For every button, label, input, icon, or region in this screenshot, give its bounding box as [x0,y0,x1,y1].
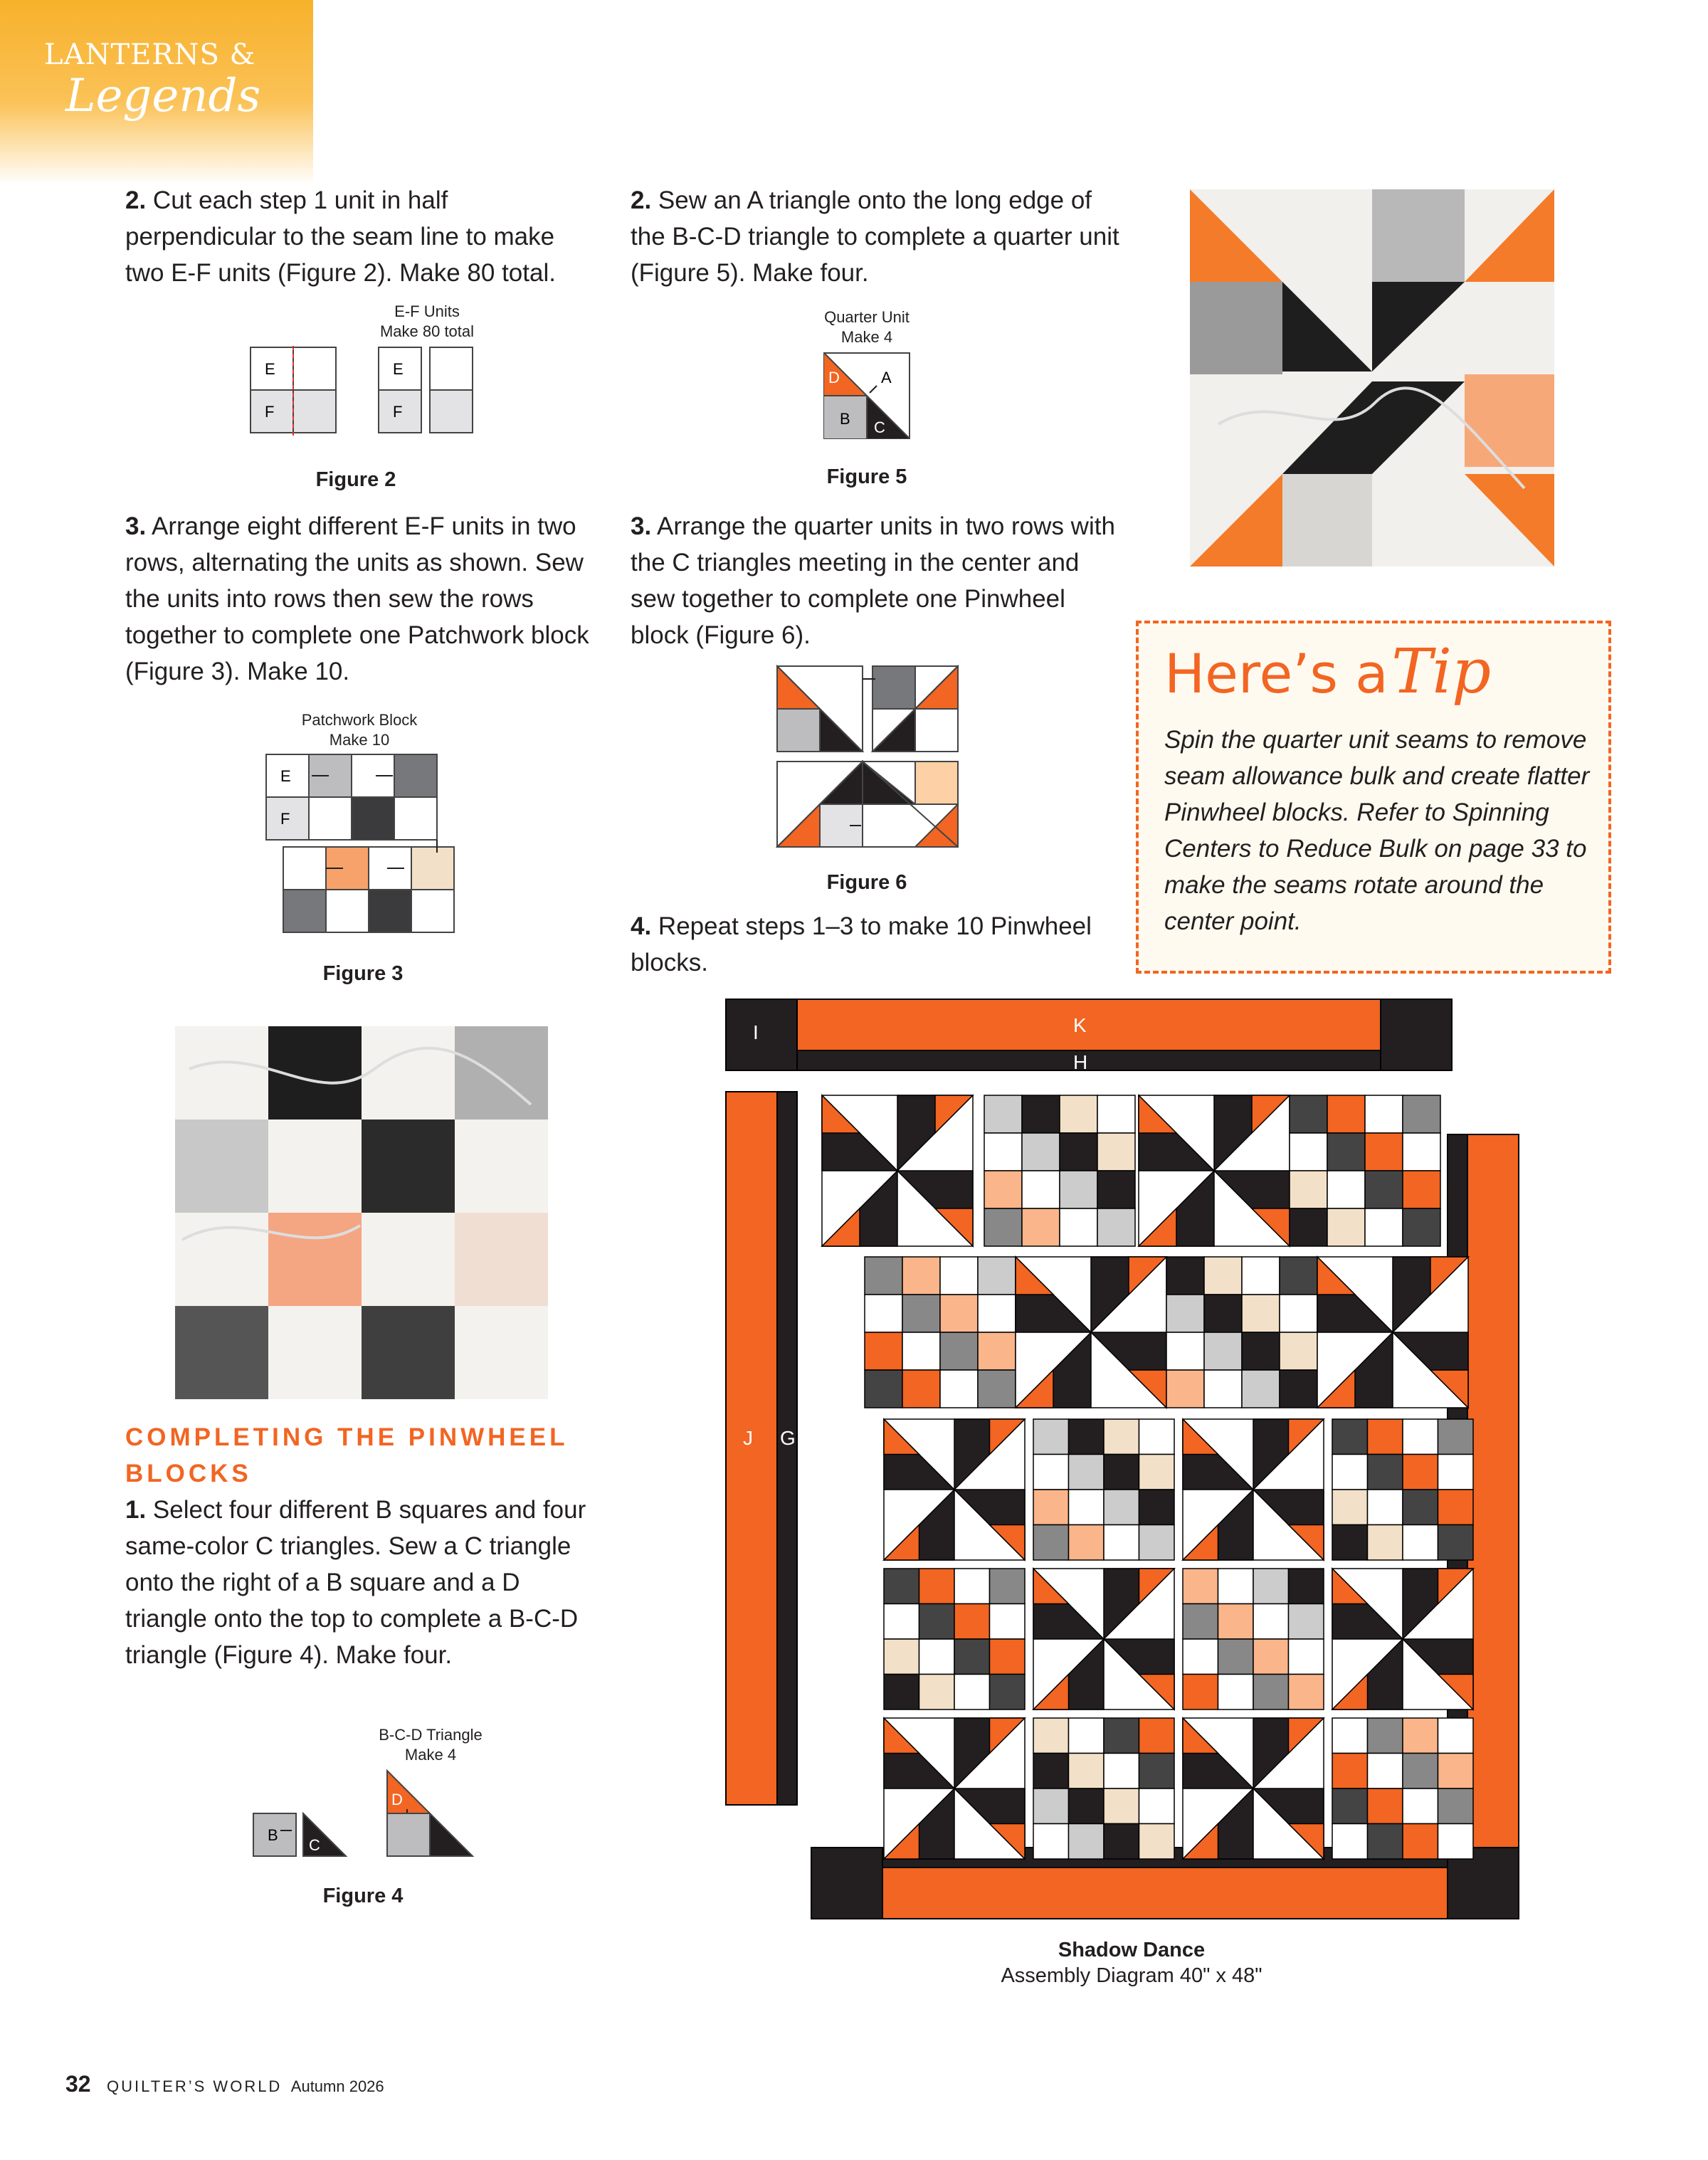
patch-square [1069,1490,1105,1525]
patch-square [1438,1490,1474,1525]
patch-square [1104,1824,1139,1860]
patch-square [984,1208,1022,1246]
patch-square [978,1257,1016,1295]
figure-5-caption: Figure 5 [826,465,907,488]
patch-square [1438,1419,1474,1455]
fig2-label-e: E [265,360,275,378]
patch-square [919,1675,955,1710]
patch-square [1332,1754,1368,1789]
patch-square [1438,1754,1474,1789]
assembly-label-g: G [780,1427,796,1449]
patch-square [1403,1824,1438,1860]
patch-square [884,1569,919,1604]
tip-body: Spin the quarter unit seams to remove seam allowance bulk and create flatter Pinwheel blocks. Refer to Spinning Centers to Reduce Bulk on page 33 to make the seams rotate around the center point. [1164,726,1590,935]
patch-square [984,1095,1022,1133]
patch-square [1403,1490,1438,1525]
patch-square [1280,1332,1317,1370]
fig5-label-d: D [828,369,840,386]
issue-date: Autumn 2026 [290,2077,384,2095]
pinwheel-block-photo [1190,189,1554,567]
step-number: 4. [631,912,652,940]
patch-square [1139,1490,1175,1525]
patch-square [1332,1490,1368,1525]
figure-4-diagram [252,1769,480,1862]
patch-square [1365,1171,1403,1208]
patch-square [954,1569,990,1604]
patch-square [1033,1455,1069,1490]
patch-square [1403,1788,1438,1824]
fig5-title [796,307,938,347]
assembly-label-i: I [753,1021,759,1043]
patch-square [954,1604,990,1640]
assembly-label-h: H [1073,1051,1088,1073]
figure-6-caption: Figure 6 [826,871,907,894]
fig2-subtitle: Make 80 total [379,322,475,340]
patch-square [919,1604,955,1640]
fig3-label-f: F [280,810,290,828]
tip-heading [1164,636,1491,707]
patch-square [1327,1133,1365,1171]
patch-square [1033,1419,1069,1455]
patch-square [1166,1257,1204,1295]
assembly-diagram [719,992,1523,1924]
patch-square [1403,1754,1438,1789]
figure-2-diagram [249,346,477,438]
figure-3-caption: Figure 3 [322,962,404,985]
patch-square [1290,1208,1327,1246]
patch-square [1060,1208,1097,1246]
patch-square [1104,1718,1139,1754]
fig5-label-b: B [840,410,850,428]
step-text: Select four different B squares and four same-color C triangles. Sew a C triangle onto the right of a B square and a D triangle onto the top to complete a B-C-D triangle (Figure 4). Make four. [125,1496,586,1669]
fig4-title-line: B-C-D Triangle [379,1726,483,1744]
patch-square [1104,1754,1139,1789]
patch-square [1290,1095,1327,1133]
patch-square [1242,1295,1280,1332]
fig4-label-c: C [309,1836,320,1854]
patch-square [984,1171,1022,1208]
patch-square [1253,1675,1289,1710]
patch-square [1097,1133,1135,1171]
fig5-label-c: C [874,418,885,436]
patch-square [990,1675,1026,1710]
figure-6-diagram [776,665,961,850]
magazine-name: QUILTER’S WORLD [107,2077,283,2095]
patch-square [1403,1208,1440,1246]
tip-script: Tip [1391,636,1492,707]
brand-line-1: LANTERNS & [44,38,256,71]
patchwork-photo-art [175,1026,548,1399]
figure-3-diagram [265,753,458,935]
patch-square [1253,1604,1289,1640]
patch-square [1438,1718,1474,1754]
patch-square [1033,1718,1069,1754]
patch-square [1166,1295,1204,1332]
patch-square [984,1133,1022,1171]
patch-square [1280,1295,1317,1332]
patch-square [1069,1525,1105,1561]
patch-square [1104,1455,1139,1490]
patchwork-block-photo [175,1026,548,1399]
patch-square [1104,1419,1139,1455]
patch-square [1204,1257,1242,1295]
patch-square [1332,1718,1368,1754]
patch-square [1022,1208,1060,1246]
footer [65,2071,384,2097]
patch-square [1166,1370,1204,1408]
patch-square [1104,1490,1139,1525]
patch-square [1033,1788,1069,1824]
step-text: Arrange eight different E-F units in two rows, alternating the units as shown. Sew the units into rows then sew the rows together to complete one Patchwork block (Figure 3). Make 10. [125,512,589,685]
patch-square [1204,1295,1242,1332]
patch-square [1403,1718,1438,1754]
patch-square [1253,1639,1289,1675]
patch-square [1242,1332,1280,1370]
patch-square [1139,1788,1175,1824]
patch-square [902,1257,940,1295]
section-heading [125,1419,581,1492]
fig4-label-d: D [391,1791,403,1808]
patch-square [1033,1824,1069,1860]
patch-square [1327,1208,1365,1246]
patch-square [1097,1208,1135,1246]
patch-square [1368,1419,1403,1455]
patch-square [978,1332,1016,1370]
fig5-label-a: A [881,369,892,386]
patch-square [884,1639,919,1675]
patch-square [1438,1455,1474,1490]
fig3-subtitle: Make 10 [329,731,390,749]
step-text: Sew an A triangle onto the long edge of the B-C-D triangle to complete a quarter unit (Figure 5). Make four. [631,186,1119,287]
patch-square [978,1370,1016,1408]
patch-square [1183,1675,1218,1710]
patch-square [902,1370,940,1408]
patch-square [1097,1095,1135,1133]
patch-square [1280,1370,1317,1408]
patch-square [1290,1133,1327,1171]
patch-square [940,1332,978,1370]
page-number: 32 [65,2071,91,2097]
patch-square [884,1604,919,1640]
patch-square [1438,1788,1474,1824]
patch-square [1139,1525,1175,1561]
tip-title: Here’s a [1164,642,1388,705]
patch-square [1060,1095,1097,1133]
patch-square [1104,1788,1139,1824]
fig2-label-f: F [265,403,275,421]
patch-square [1218,1675,1254,1710]
patch-square [1218,1639,1254,1675]
patch-square [1403,1133,1440,1171]
patch-square [1218,1604,1254,1640]
patch-square [1069,1824,1105,1860]
fig2-title [370,302,484,342]
fig4-title [356,1725,505,1765]
patch-square [1069,1455,1105,1490]
patch-square [1033,1490,1069,1525]
patch-square [1368,1525,1403,1561]
patch-square [1368,1788,1403,1824]
patch-square [919,1569,955,1604]
patch-square [1069,1754,1105,1789]
patch-square [1033,1525,1069,1561]
step-number: 2. [125,186,147,214]
patch-square [1332,1419,1368,1455]
patch-square [940,1257,978,1295]
patch-square [1183,1569,1218,1604]
patch-square [1022,1133,1060,1171]
patch-square [1069,1419,1105,1455]
patch-square [1139,1754,1175,1789]
patch-square [1280,1257,1317,1295]
patch-square [1069,1788,1105,1824]
section-heading-line-1: COMPLETING THE PINWHEEL [125,1423,569,1451]
step-number: 1. [125,1496,147,1524]
step-text: Arrange the quarter units in two rows with the C triangles meeting in the center and sew together to complete one Pinwheel block (Figure 6). [631,512,1115,649]
patch-square [1438,1525,1474,1561]
patch-square [865,1370,902,1408]
fig3-title [285,710,434,750]
patch-square [1332,1525,1368,1561]
patch-square [1365,1133,1403,1171]
fig2-title-line: E-F Units [394,302,460,320]
tip-box [1136,621,1611,974]
patch-square [1218,1569,1254,1604]
patch-square [1289,1639,1324,1675]
step-text: Cut each step 1 unit in half perpendicular to the seam line to make two E-F units (Figure 2). Make 80 total. [125,186,556,287]
assembly-label-k: K [1073,1014,1087,1036]
patch-square [1104,1525,1139,1561]
brand-line-2: Legends [65,70,261,122]
fig3-title-line: Patchwork Block [301,711,418,729]
assembly-label-j: J [743,1427,753,1449]
patch-square [884,1675,919,1710]
patch-square [990,1639,1026,1675]
patch-square [1368,1824,1403,1860]
patch-square [1069,1718,1105,1754]
patch-square [990,1604,1026,1640]
patch-square [919,1639,955,1675]
patch-square [1139,1718,1175,1754]
middle-step-2 [631,182,1129,291]
fig2-label-f-2: F [393,403,403,421]
assembly-subtitle: Assembly Diagram 40" x 48" [1001,1964,1262,1987]
patch-square [978,1295,1016,1332]
assembly-caption [932,1937,1331,1988]
patch-square [1183,1639,1218,1675]
fig2-label-e-2: E [393,360,404,378]
fig3-label-e: E [280,767,291,785]
patch-square [1022,1171,1060,1208]
patch-square [1289,1675,1324,1710]
patch-square [940,1295,978,1332]
patch-square [1183,1604,1218,1640]
patch-square [940,1370,978,1408]
patch-square [1204,1370,1242,1408]
patch-square [1368,1490,1403,1525]
figure-4-caption: Figure 4 [322,1885,404,1907]
fig5-title-line: Quarter Unit [824,308,910,326]
patch-square [1368,1455,1403,1490]
patch-square [1332,1788,1368,1824]
patch-square [902,1295,940,1332]
patch-square [865,1295,902,1332]
step-number: 2. [631,186,652,214]
patch-square [1332,1824,1368,1860]
patch-square [1060,1171,1097,1208]
patch-square [1022,1095,1060,1133]
patch-square [1332,1455,1368,1490]
patch-square [865,1332,902,1370]
patch-square [902,1332,940,1370]
patch-square [1253,1569,1289,1604]
patch-square [1403,1171,1440,1208]
patch-square [954,1675,990,1710]
pinwheel-photo-art [1190,189,1554,567]
patch-square [1289,1604,1324,1640]
fig4-label-b: B [268,1826,278,1844]
middle-step-4 [631,908,1129,981]
patch-square [1438,1824,1474,1860]
brand-header [0,0,313,185]
patch-square [1327,1171,1365,1208]
patch-square [1368,1754,1403,1789]
assembly-title: Shadow Dance [1058,1939,1206,1961]
figure-2-caption: Figure 2 [315,468,396,491]
patch-square [1242,1257,1280,1295]
patch-square [1289,1569,1324,1604]
patch-square [1327,1095,1365,1133]
figure-5-diagram [823,352,912,441]
fig4-subtitle: Make 4 [404,1746,457,1764]
patch-square [1204,1332,1242,1370]
patch-square [1060,1133,1097,1171]
fig5-subtitle: Make 4 [840,328,893,346]
step-number: 3. [631,512,652,540]
step-text: Repeat steps 1–3 to make 10 Pinwheel blocks. [631,912,1092,976]
patch-square [990,1569,1026,1604]
left-step-1 [125,1492,595,1673]
quilt-blocks [822,1095,1473,1859]
patch-square [954,1639,990,1675]
middle-step-3 [631,508,1129,653]
patch-square [1242,1370,1280,1408]
left-step-3 [125,508,595,690]
patch-square [1403,1525,1438,1561]
patch-square [1403,1455,1438,1490]
patch-square [1403,1419,1438,1455]
step-number: 3. [125,512,147,540]
patch-square [1097,1171,1135,1208]
patch-square [1033,1754,1069,1789]
patch-square [1403,1095,1440,1133]
patch-square [1166,1332,1204,1370]
patch-square [865,1257,902,1295]
left-step-2 [125,182,595,291]
patch-square [1139,1455,1175,1490]
section-heading-line-2: BLOCKS [125,1460,252,1487]
patch-square [1365,1208,1403,1246]
patch-square [1368,1718,1403,1754]
patch-square [1365,1095,1403,1133]
patch-square [1290,1171,1327,1208]
patch-square [1139,1824,1175,1860]
patch-square [1139,1419,1175,1455]
